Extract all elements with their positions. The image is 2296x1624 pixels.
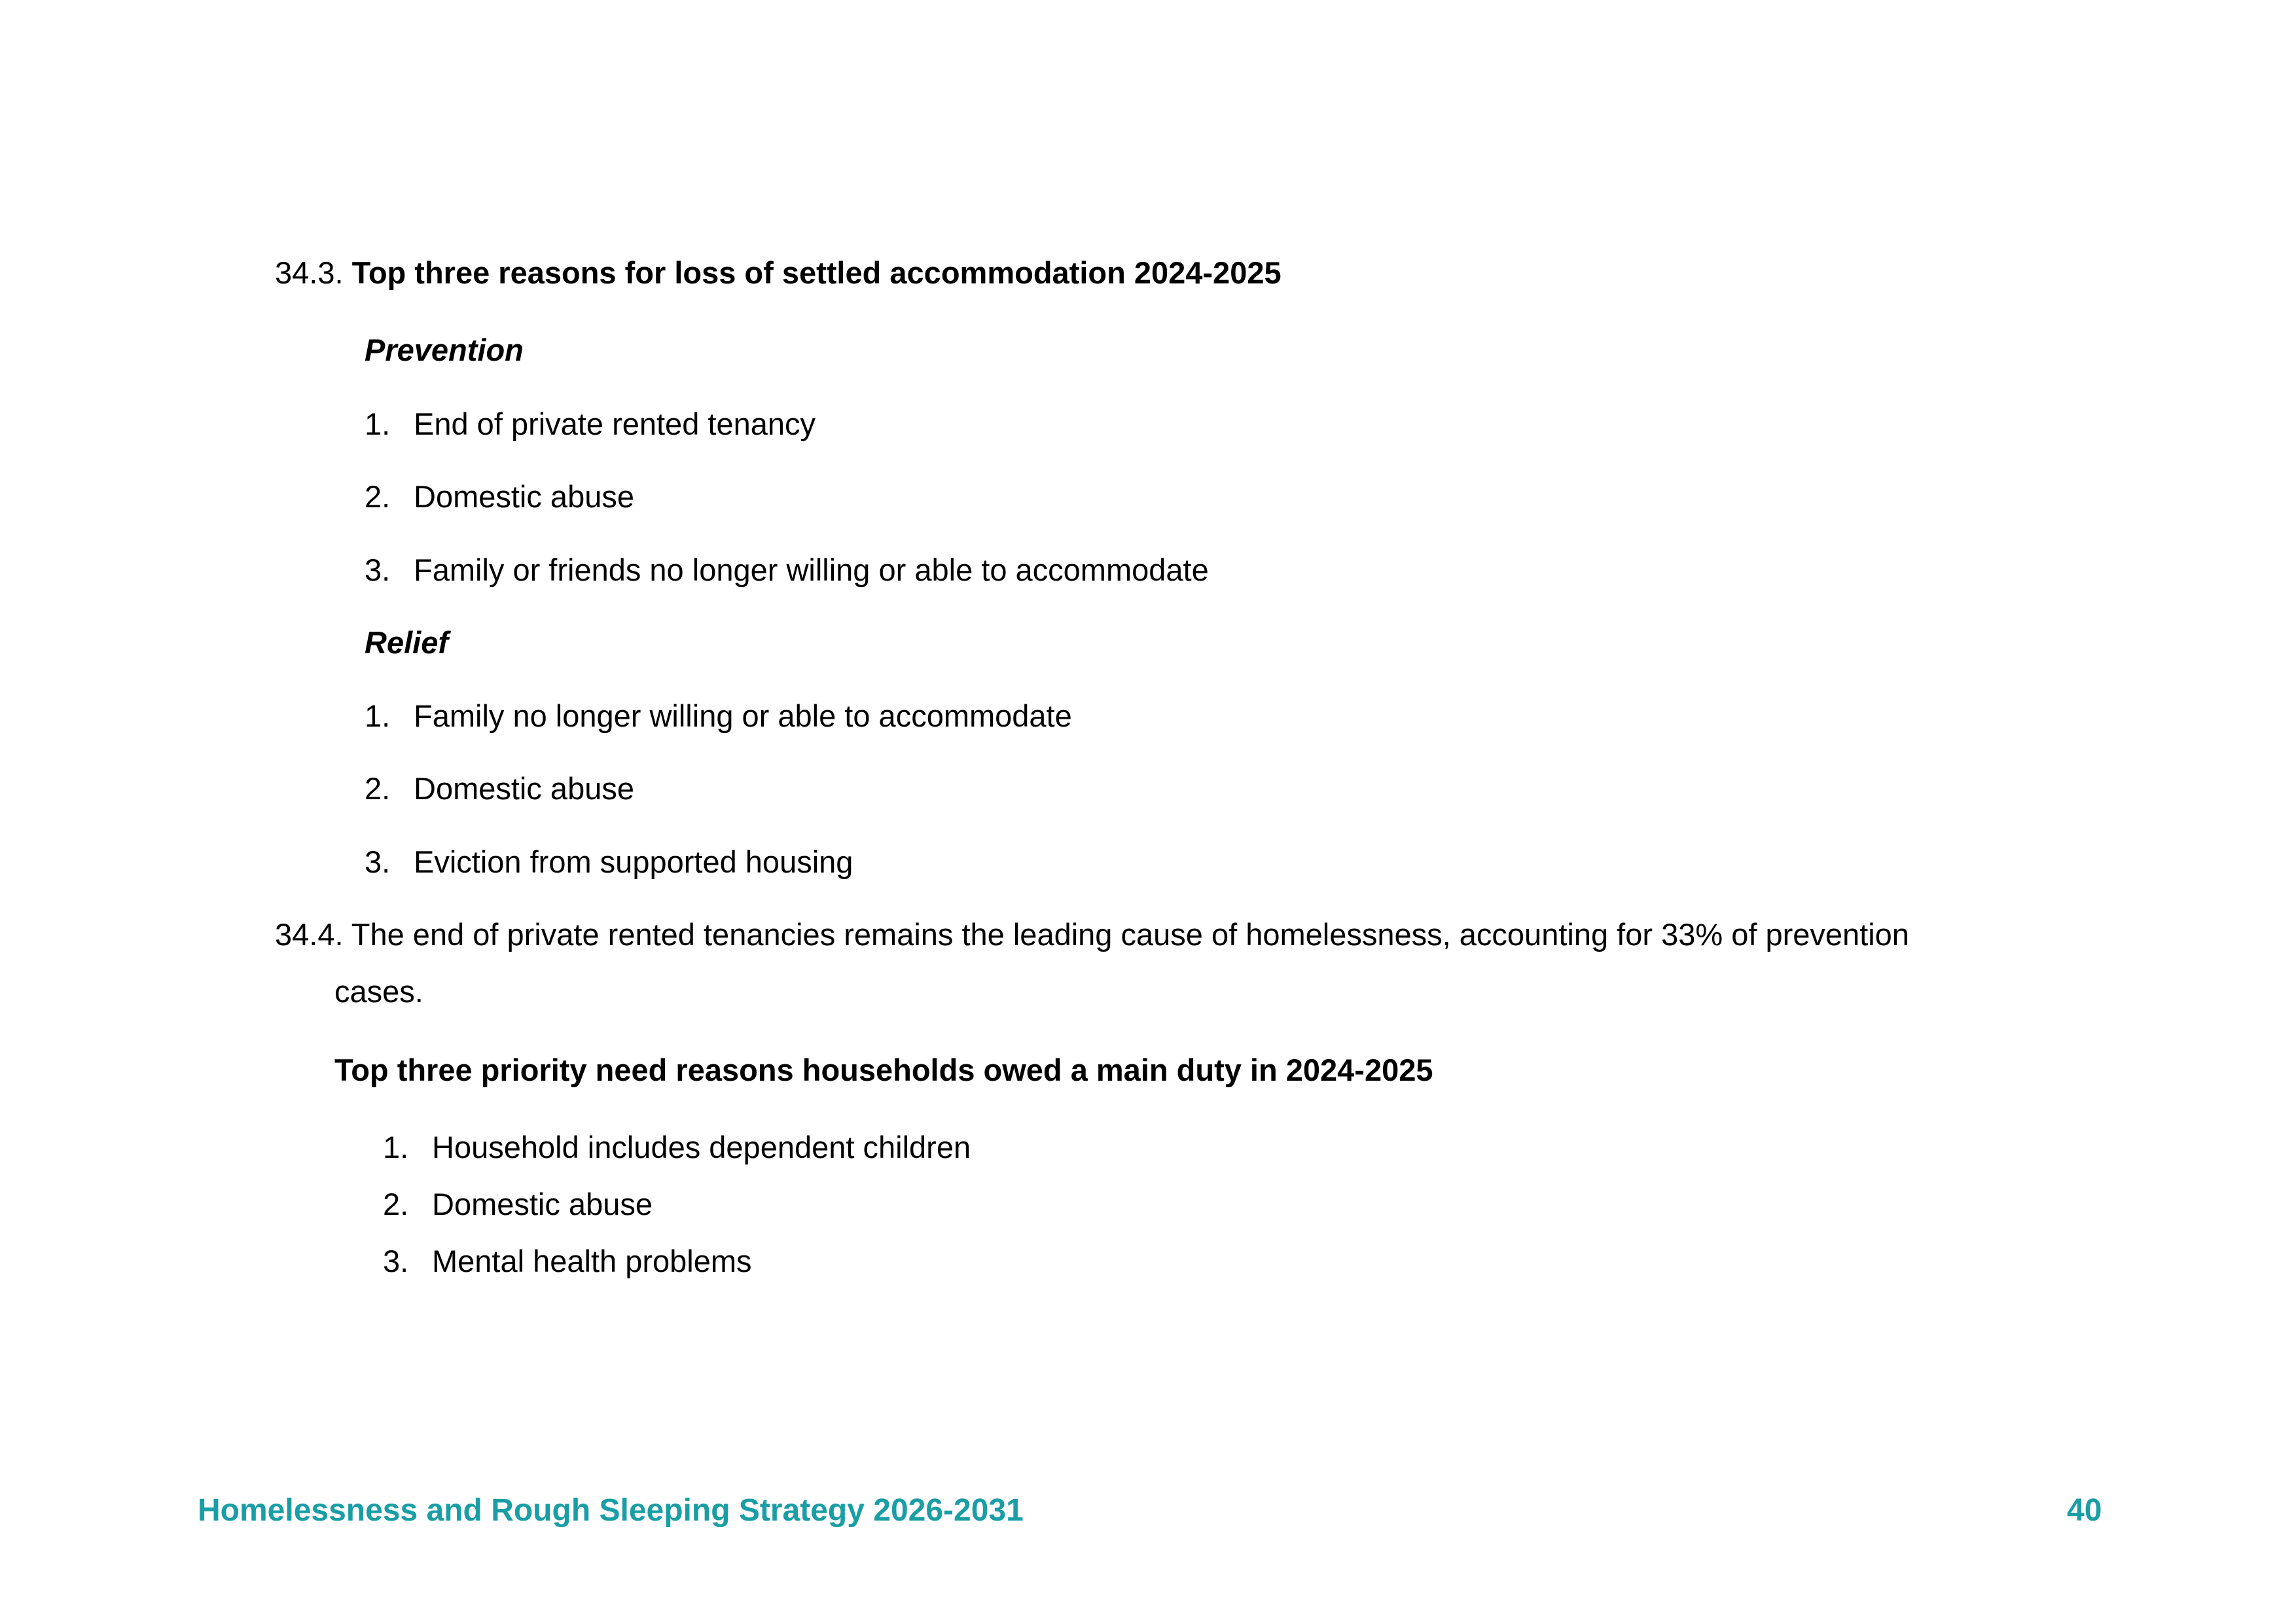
footer-page-number: 40: [2067, 1493, 2102, 1528]
list-item-text: Household includes dependent children: [432, 1130, 971, 1164]
priority-need-heading: Top three priority need reasons households owed a main duty in 2024-2025: [334, 1053, 1433, 1087]
list-item-text: Domestic abuse: [432, 1187, 653, 1221]
section-34-3-heading-row: [275, 254, 1282, 292]
paragraph-text: The end of private rented tenancies remains the leading cause of homelessness, accounting for 33% of prevention: [351, 917, 1909, 952]
list-item-number: 2.: [365, 479, 391, 514]
list-item-text: Family or friends no longer willing or able to accommodate: [414, 552, 1209, 587]
list-item-number: 3.: [365, 552, 391, 587]
section-heading: Top three reasons for loss of settled accommodation 2024-2025: [351, 255, 1282, 290]
list-item-number: 2.: [383, 1187, 409, 1221]
footer-document-title: Homelessness and Rough Sleeping Strategy 2026-2031: [198, 1493, 1024, 1528]
list-item-number: 2.: [365, 771, 391, 806]
list-item-text: Domestic abuse: [414, 771, 634, 806]
relief-subheading: Relief: [365, 625, 448, 660]
section-number: 34.4.: [275, 917, 344, 952]
list-item-number: 3.: [365, 844, 391, 879]
list-item-number: 1.: [365, 406, 391, 441]
list-item-number: 1.: [365, 698, 391, 733]
section-34-4-paragraph-line2: cases.: [334, 974, 423, 1009]
list-item-text: Mental health problems: [432, 1244, 752, 1278]
list-item-text: Domestic abuse: [414, 479, 634, 514]
list-item-text: Family no longer willing or able to accommodate: [414, 698, 1072, 733]
list-item-number: 1.: [383, 1130, 409, 1164]
prevention-subheading: Prevention: [365, 333, 524, 367]
list-item-text: End of private rented tenancy: [414, 406, 816, 441]
section-34-4-paragraph-line1: [275, 916, 1909, 954]
list-item-number: 3.: [383, 1244, 409, 1278]
section-number: 34.3.: [275, 255, 344, 290]
list-item-text: Eviction from supported housing: [414, 844, 853, 879]
